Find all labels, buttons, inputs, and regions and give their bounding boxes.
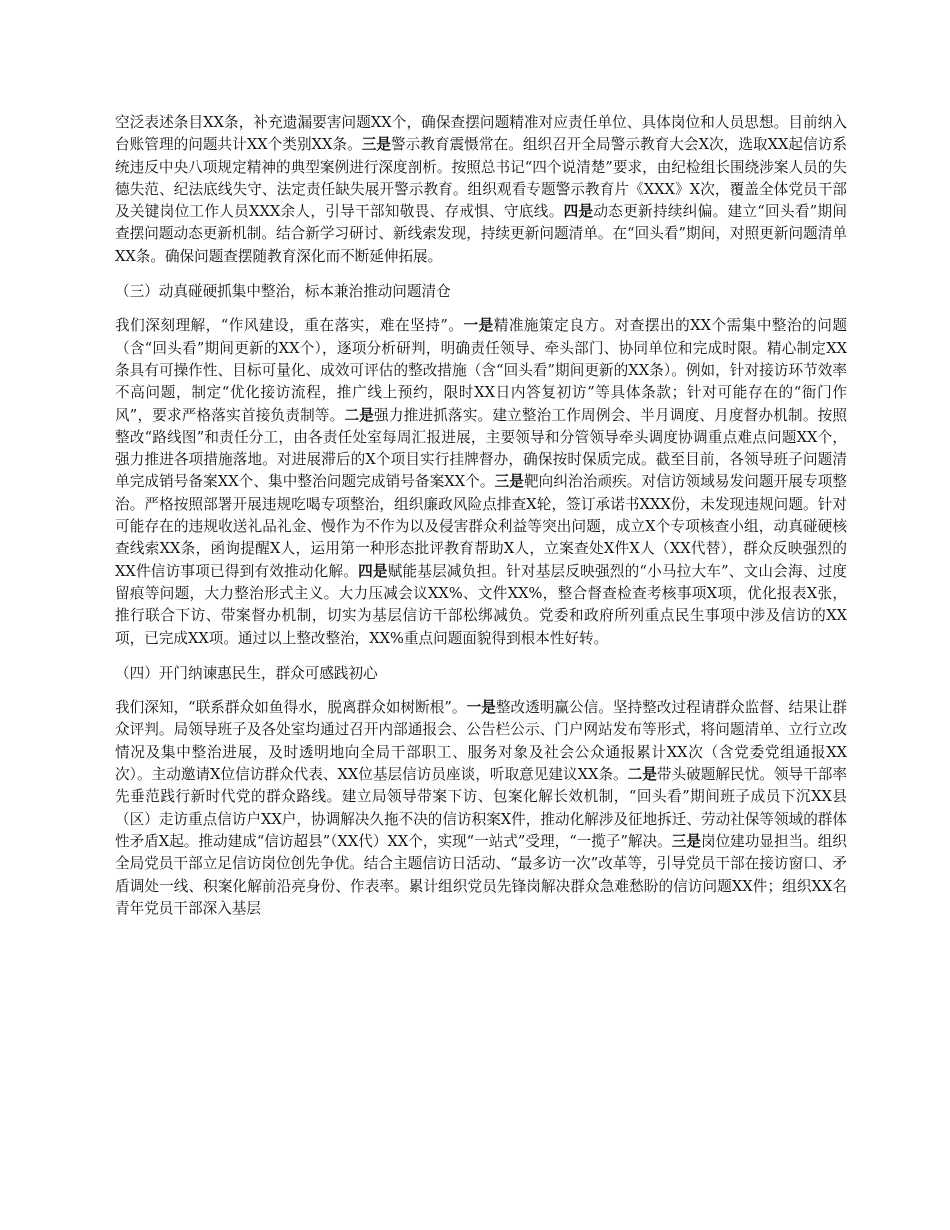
text-segment: 精准施策定良方。对查摆出的XX个需集中整治的问题（含“回头看”期间更新的XX个），逐项分析研判，明确责任领导、牵头部门、协同单位和完成时限。精心制定XX条具有可操作性、目标可量化、成效可评估的整改措施（含“回头看”期间更新的XX条）。例如，针对接访环节效率不高问题，制定“优化接访流程，推广线上预约，限时XX日内答复初访”等具体条款；针对可能存在的“衙门作风”，要求严格落实首接负责制等。 [115,317,847,424]
bold-marker: 一是 [463,317,494,335]
bold-marker: 三是 [361,136,392,154]
document-page [115,112,847,933]
bold-marker: 三是 [494,473,524,491]
bold-marker: 二是 [344,406,375,424]
paragraph-2 [115,315,847,649]
text-segment: 强力推进抓落实。建立整治工作周例会、半月调度、月度督办机制。按照整改“路线图”和责任分工，由各责任处室每周汇报进展，主要领导和分管领导牵头调度协调重点难点问题XX个，强力推进各项措施落地。对进展滞后的X个项目实行挂牌督办，确保按时保质完成。截至目前，各领导班子问题清单完成销号备案XX个、集中整治问题完成销号备案XX个。 [115,406,847,491]
bold-marker: 四是 [358,562,388,580]
text-segment: 岗位建功显担当。组织全局党员干部立足信访岗位创先争优。结合主题信访日活动、“最多访一次”改革等，引导党员干部在接访窗口、矛盾调处一线、积案化解前沿亮身份、作表率。累计组织党员先锋岗解决群众急难愁盼的信访问题XX件；组织XX名青年党员干部深入基层 [115,832,847,917]
paragraph-3 [115,697,847,920]
text-segment: 我们深知，“联系群众如鱼得水，脱离群众如树断根”。 [115,699,467,717]
bold-marker: 二是 [627,766,657,784]
bold-marker: 一是 [466,699,496,717]
paragraph-1 [115,112,847,268]
text-segment: 动态更新持续纠偏。建立“回头看”期间查摆问题动态更新机制。结合新学习研讨、新线索发现，持续更新问题清单。在“回头看”期间，对照更新问题清单XX条。确保问题查摆随教育深化而不断延伸拓展。 [115,203,847,265]
heading-text: （四）开门纳谏惠民生，群众可感践初心 [115,664,378,682]
text-segment: 带头破题解民忧。领导干部率先垂范践行新时代党的群众路线。建立局领导带案下访、包案化解长效机制，“回头看”期间班子成员下沉XX县（区）走访重点信访户XX户，协调解决久拖不决的信访积案X件，推动化解涉及征地拆迁、劳动社保等领域的群体性矛盾X起。推动建成“信访超县”（XX代）XX个，实现“一站式”受理，“一揽子”解决。 [115,766,847,850]
text-segment: 我们深刻理解，“作风建设，重在落实，难在坚持”。 [115,317,464,335]
section-heading-3 [115,281,847,303]
text-segment: 空泛表述条目XX条，补充遗漏要害问题XX个，确保查摆问题精准对应责任单位、具体岗位和人员思想。目前纳入台账管理的问题共计XX个类别XX条。 [115,114,847,154]
heading-text: （三）动真碰硬抓集中整治，标本兼治推动问题清仓 [115,283,451,301]
text-segment: 赋能基层减负担。针对基层反映强烈的“小马拉大车”、文山会海、过度留痕等问题，大力整治形式主义。大力压减会议XX%、文件XX%，整合督查检查考核事项X项，优化报表X张，推行联合下访、带案督办机制，切实为基层信访干部松绑减负。党委和政府所列重点民生事项中涉及信访的XX项，已完成XX项。通过以上整改整治，XX%重点问题面貌得到根本性好转。 [115,562,847,647]
section-heading-4 [115,663,847,685]
text-segment: 靶向纠治治顽疾。对信访领域易发问题开展专项整治。严格按照部署开展违规吃喝专项整治，组织廉政风险点排查X轮，签订承诺书XXX份，未发现违规问题。针对可能存在的违规收送礼品礼金、慢作为不作为以及侵害群众利益等突出问题，成立X个专项核查小组，动真碰硬核查线索XX条，函询提醒X人，运用第一种形态批评教育帮助X人，立案查处X件X人（XX代替），群众反映强烈的XX件信访事项已得到有效推动化解。 [115,473,847,580]
bold-marker: 四是 [563,203,594,221]
text-segment: 整改透明赢公信。坚持整改过程请群众监督、结果让群众评判。局领导班子及各处室均通过召开内部通报会、公告栏公示、门户网站发布等形式，将问题清单、立行立改情况及集中整治进展，及时透明地向全局干部职工、服务对象及社会公众通报累计XX次（含党委党组通报XX次）。主动邀请X位信访群众代表、XX位基层信访员座谈，听取意见建议XX条。 [115,699,847,784]
text-segment: 警示教育震慑常在。组织召开全局警示教育大会X次，选取XX起信访系统违反中央八项规定精神的典型案例进行深度剖析。按照总书记“四个说清楚”要求，由纪检组长围绕涉案人员的失德失范、纪法底线失守、法定责任缺失展开警示教育。组织观看专题警示教育片《XXX》X次，覆盖全体党员干部及关键岗位工作人员XXX余人，引导干部知敬畏、存戒惧、守底线。 [115,136,847,221]
bold-marker: 三是 [671,832,701,850]
